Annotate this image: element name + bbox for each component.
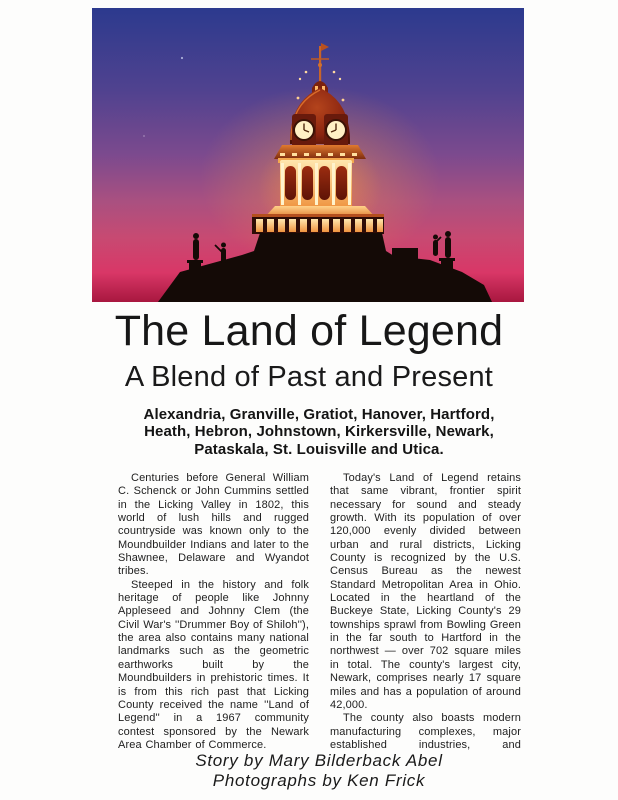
towns-line: Heath, Hebron, Johnstown, Kirkersville, Newark, [144,423,494,441]
article-column-right [330,472,521,752]
byline-photographs: Photographs by Ken Frick [212,770,426,790]
towns-line: Alexandria, Granville, Gratiot, Hanover, Hartford, [143,406,495,423]
star [143,135,145,137]
page-subtitle: A Blend of Past and Present [124,361,494,393]
courthouse-photo [92,8,524,302]
courthouse-photo-art [92,8,524,302]
dome-light [297,97,300,100]
byline [91,751,547,790]
towns-list [91,406,547,458]
star [181,57,183,59]
page-title: The Land of Legend [114,307,504,355]
clock-cornice [274,145,366,159]
body-paragraph: Centuries before General William C. Schenck or John Cummins settled in the Licking Valley in 1802, this world of lush hills and rugged countryside was known only to the Moundbuilder Indians and later to the Shawnee, Delaware and Wyandot tribes. [118,472,309,578]
body-paragraph: The county also boasts modern manufacturing complexes, major established industries, and [330,712,521,751]
article-column-left [118,472,309,752]
towns-line: Pataskala, St. Louisville and Utica. [194,440,444,458]
byline-story: Story by Mary Bilderback Abel [195,751,443,770]
body-paragraph: Today's Land of Legend retains that same vibrant, frontier spirit necessary for sound and steady growth. With its population of over 120,000 evenly divided between urban and rural districts, Licking County is recognized by the U.S. Census Bureau as the newest Standard Metropolitan Area in Ohio. Located in the heartland of the Buckeye State, Licking County's 29 townships sprawl from Bowling Green in the far south to Hartford in the northwest — over 702 square miles in total. The county's largest city, Newark, comprises nearly 17 square miles and has a population of around 42,000. [330,472,521,711]
balustrade [252,214,384,234]
chimney-silhouette [392,248,418,268]
body-paragraph: Steeped in the history and folk heritage of people like Johnny Appleseed and Johnny Clem (the Civil War's ''Drummer Boy of Shiloh''), the area also contains many national landmarks such as the geometric earthworks built by the Moundbuilders in prehistoric times. It is from this rich past that Licking County received the name ''Land of Legend'' in a 1967 community contest sponsored by the Newark Area Chamber of Commerce. [118,578,309,751]
colonnade [278,158,354,208]
dome-light [342,99,345,102]
